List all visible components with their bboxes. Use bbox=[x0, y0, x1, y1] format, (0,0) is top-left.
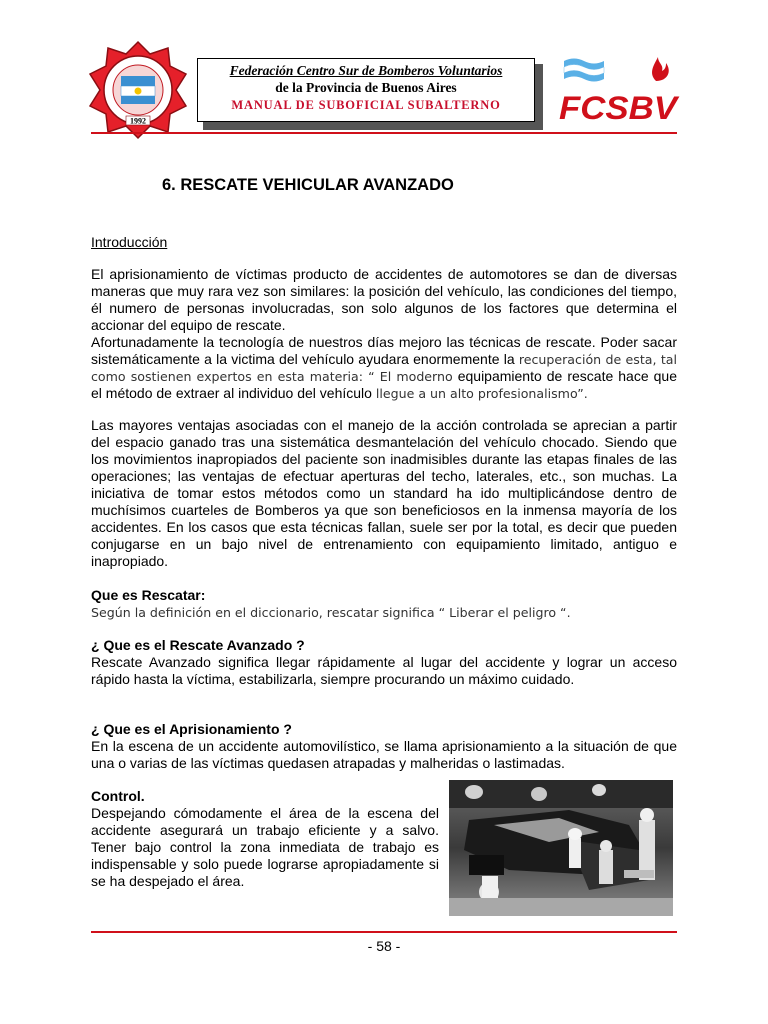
aprisionamiento-text: En la escena de un accidente automovilístico, se llama aprisionamiento a la situación de que una o varias de las víctimas quedasen atrapadas y malheridas o lastimadas. bbox=[91, 738, 677, 771]
intro-paragraph-2-part-b: recuperación de esta, tal como sostienen expertos en esta materia: “ El moderno bbox=[91, 352, 677, 384]
intro-paragraph-2-part-c: equipamiento de rescate hace que el método de extraer al individuo del vehículo bbox=[91, 368, 677, 401]
rescate-avanzado-text: Rescate Avanzado significa llegar rápidamente al lugar del accidente y lograr un acceso rápido hasta la víctima, estabilizarla, siempre procurando un máximo cuidado. bbox=[91, 654, 677, 687]
rescatar-heading: Que es Rescatar: bbox=[91, 587, 206, 603]
fcsbv-logo bbox=[556, 55, 680, 125]
aprisionamiento-heading: ¿ Que es el Aprisionamiento ? bbox=[91, 721, 292, 737]
chapter-title: 6. RESCATE VEHICULAR AVANZADO bbox=[162, 176, 454, 194]
federation-emblem bbox=[88, 40, 188, 140]
rescate-avanzado-heading: ¿ Que es el Rescate Avanzado ? bbox=[91, 637, 305, 653]
header-divider bbox=[91, 132, 677, 134]
intro-heading: Introducción bbox=[91, 234, 168, 250]
rescatar-definition: Según la definición en el diccionario, rescatar significa “ Liberar el peligro “. bbox=[91, 605, 571, 620]
intro-paragraph-2-part-a: Afortunadamente la tecnología de nuestros días mejoro las técnicas de rescate. Poder sacar sistemáticamente a la victima del vehículo ayudara enormemente la bbox=[91, 334, 677, 367]
rescue-scene-photo bbox=[449, 780, 673, 916]
header-box bbox=[197, 58, 535, 122]
header-federation-name: Federación Centro Sur de Bomberos Voluntarios bbox=[229, 63, 503, 78]
header-province: de la Provincia de Buenos Aires bbox=[275, 80, 457, 95]
fcsbv-logo-text: FCSBV bbox=[559, 90, 680, 125]
header-manual-title: MANUAL DE SUBOFICIAL SUBALTERNO bbox=[231, 98, 501, 112]
intro-paragraph-2 bbox=[91, 334, 677, 402]
page-number: - 58 - bbox=[367, 938, 401, 954]
footer-divider bbox=[91, 931, 677, 933]
control-text: Despejando cómodamente el área de la escena del accidente asegurará un trabajo eficiente y a salvo. Tener bajo control la zona inmediata de trabajo es indispensable y solo puede lograrse apropiadamente si se ha despejado el área. bbox=[91, 805, 439, 889]
control-heading: Control. bbox=[91, 788, 145, 804]
emblem-year: 1992 bbox=[130, 116, 146, 126]
intro-paragraph-3: Las mayores ventajas asociadas con el manejo de la acción controlada se aprecian a partir del espacio ganado tras una sistemática desmantelación del vehículo chocado. Siendo que los movimientos inapropiados del paciente son inadmisibles durante las etapas finales de las operaciones; las ventajas de efectuar aperturas del techo, laterales, etc., son muchas. La iniciativa de tomar estos métodos como un standard ha ido multiplicándose dentro de muchísimos cuarteles de Bomberos ya que son beneficiosos en la inmensa mayoría de los accidentes. En los casos que esta técnicas fallan, suele ser por la total, es decir que pueden conjugarse en un bajo nivel de entrenamiento con equipamiento limitado, antiguo e inapropiado. bbox=[91, 417, 677, 569]
intro-paragraph-2-part-d: llegue a un alto profesionalismo”. bbox=[375, 386, 588, 401]
intro-paragraph-1: El aprisionamiento de víctimas producto de accidentes de automotores se dan de diversas maneras que muy rara vez son similares: la posición del vehículo, las condiciones del tiempo, él numero de personas involucradas, son solo algunos de los factores que determina el accionar del equipo de rescate. bbox=[91, 266, 677, 333]
flag-icon bbox=[564, 59, 604, 82]
flame-icon bbox=[652, 57, 669, 81]
